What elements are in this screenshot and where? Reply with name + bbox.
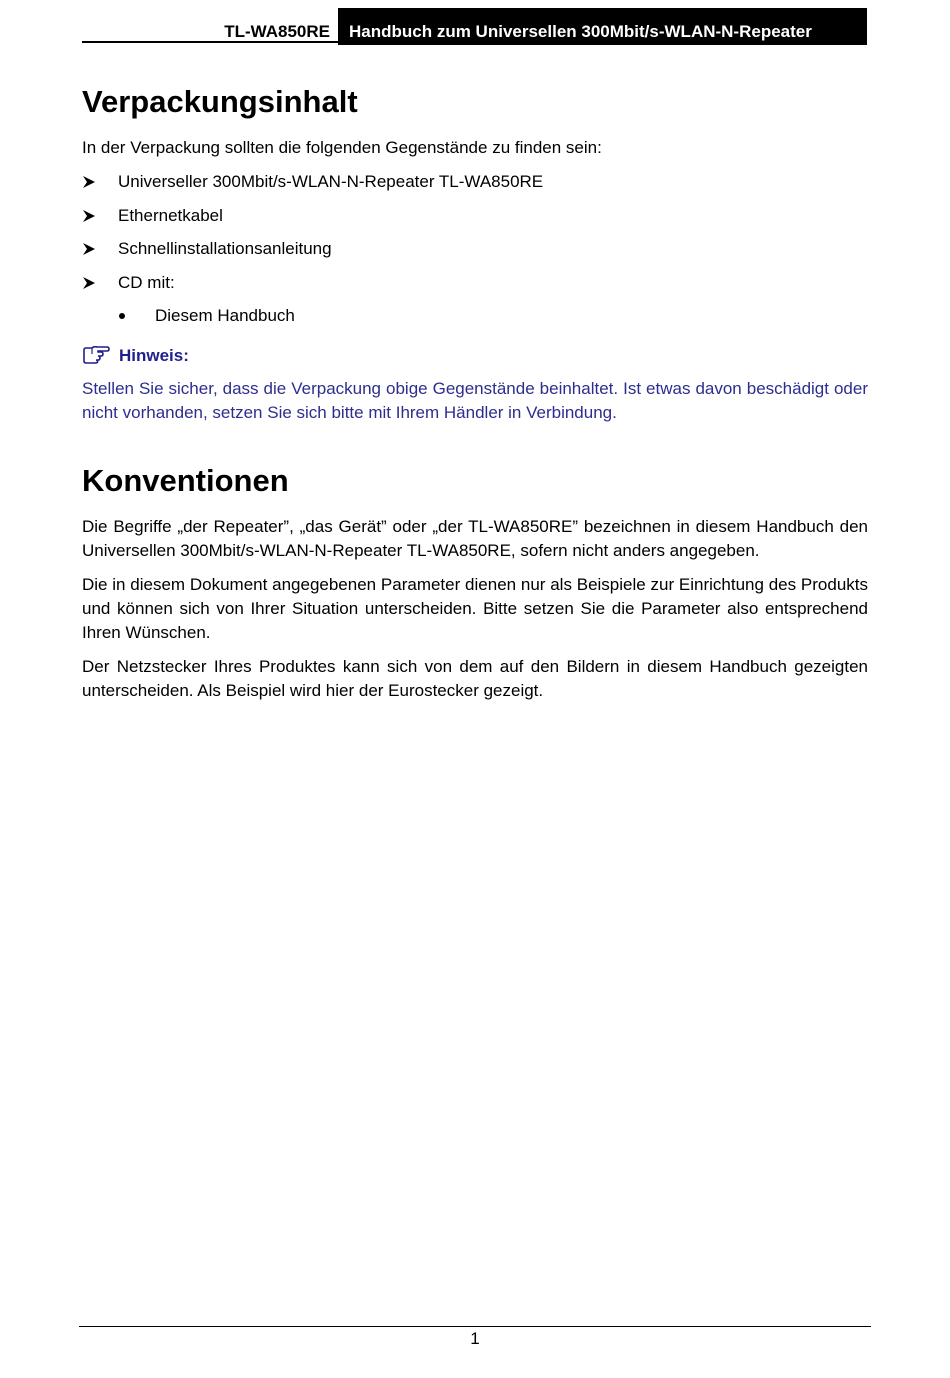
list-item: [82, 170, 868, 194]
header-title: Handbuch zum Universellen 300Mbit/s-WLAN-N-Repeater: [338, 8, 867, 45]
conventions-body: [82, 515, 868, 703]
list-item-label: CD mit:: [118, 272, 175, 292]
list-item: [82, 271, 868, 329]
bullet-icon: [119, 313, 125, 319]
list-item-label: Ethernetkabel: [118, 205, 223, 225]
contents-list: [82, 170, 868, 328]
list-item-label: Universeller 300Mbit/s-WLAN-N-Repeater TL-WA850RE: [118, 172, 544, 191]
note-text: Stellen Sie sicher, dass die Verpackung obige Gegenstände beinhaltet. Ist etwas davon beschädigt oder nicht vorhanden, setzen Sie sich bitte mit Ihrem Händler in Verbindung.: [82, 379, 868, 422]
arrowhead-icon: [82, 204, 96, 228]
list-item: [82, 204, 868, 228]
arrowhead-icon: [82, 237, 96, 261]
section-heading-conventions: Konventionen: [82, 463, 289, 498]
conventions-paragraph: Die in diesem Dokument angegebenen Parameter dienen nur als Beispiele zur Einrichtung des Produkts und können sich von Ihrer Situation unterscheiden. Bitte setzen Sie die Parameter also entsprechend Ihren Wünschen.: [82, 575, 868, 642]
section-heading-contents: Verpackungsinhalt: [82, 84, 358, 119]
conventions-paragraph: Die Begriffe „der Repeater”, „das Gerät” oder „der TL-WA850RE” bezeichnen in diesem Handbuch den Universellen 300Mbit/s-WLAN-N-Repeater TL-WA850RE, sofern nicht anders angegeben.: [82, 517, 868, 560]
page-header: [82, 8, 867, 45]
sub-list: [118, 304, 868, 328]
arrowhead-icon: [82, 170, 96, 194]
header-model: TL-WA850RE: [82, 8, 338, 43]
sub-list-item-label: Diesem Handbuch: [155, 306, 295, 325]
arrowhead-icon: [82, 271, 96, 295]
pointing-hand-icon: [82, 346, 110, 364]
page-number: 1: [470, 1329, 480, 1348]
list-item-label: Schnellinstallationsanleitung: [118, 239, 332, 258]
sub-list-item: [118, 304, 868, 328]
note-heading: [82, 344, 868, 368]
list-item: [82, 237, 868, 261]
page-content: [82, 82, 868, 703]
note-label: Hinweis:: [119, 346, 189, 365]
footer-divider: [79, 1326, 871, 1327]
contents-intro: In der Verpackung sollten die folgenden Gegenstände zu finden sein:: [82, 138, 602, 157]
conventions-paragraph: Der Netzstecker Ihres Produktes kann sich von dem auf den Bildern in diesem Handbuch gezeigten unterscheiden. Als Beispiel wird hier der Eurostecker gezeigt.: [82, 657, 868, 700]
